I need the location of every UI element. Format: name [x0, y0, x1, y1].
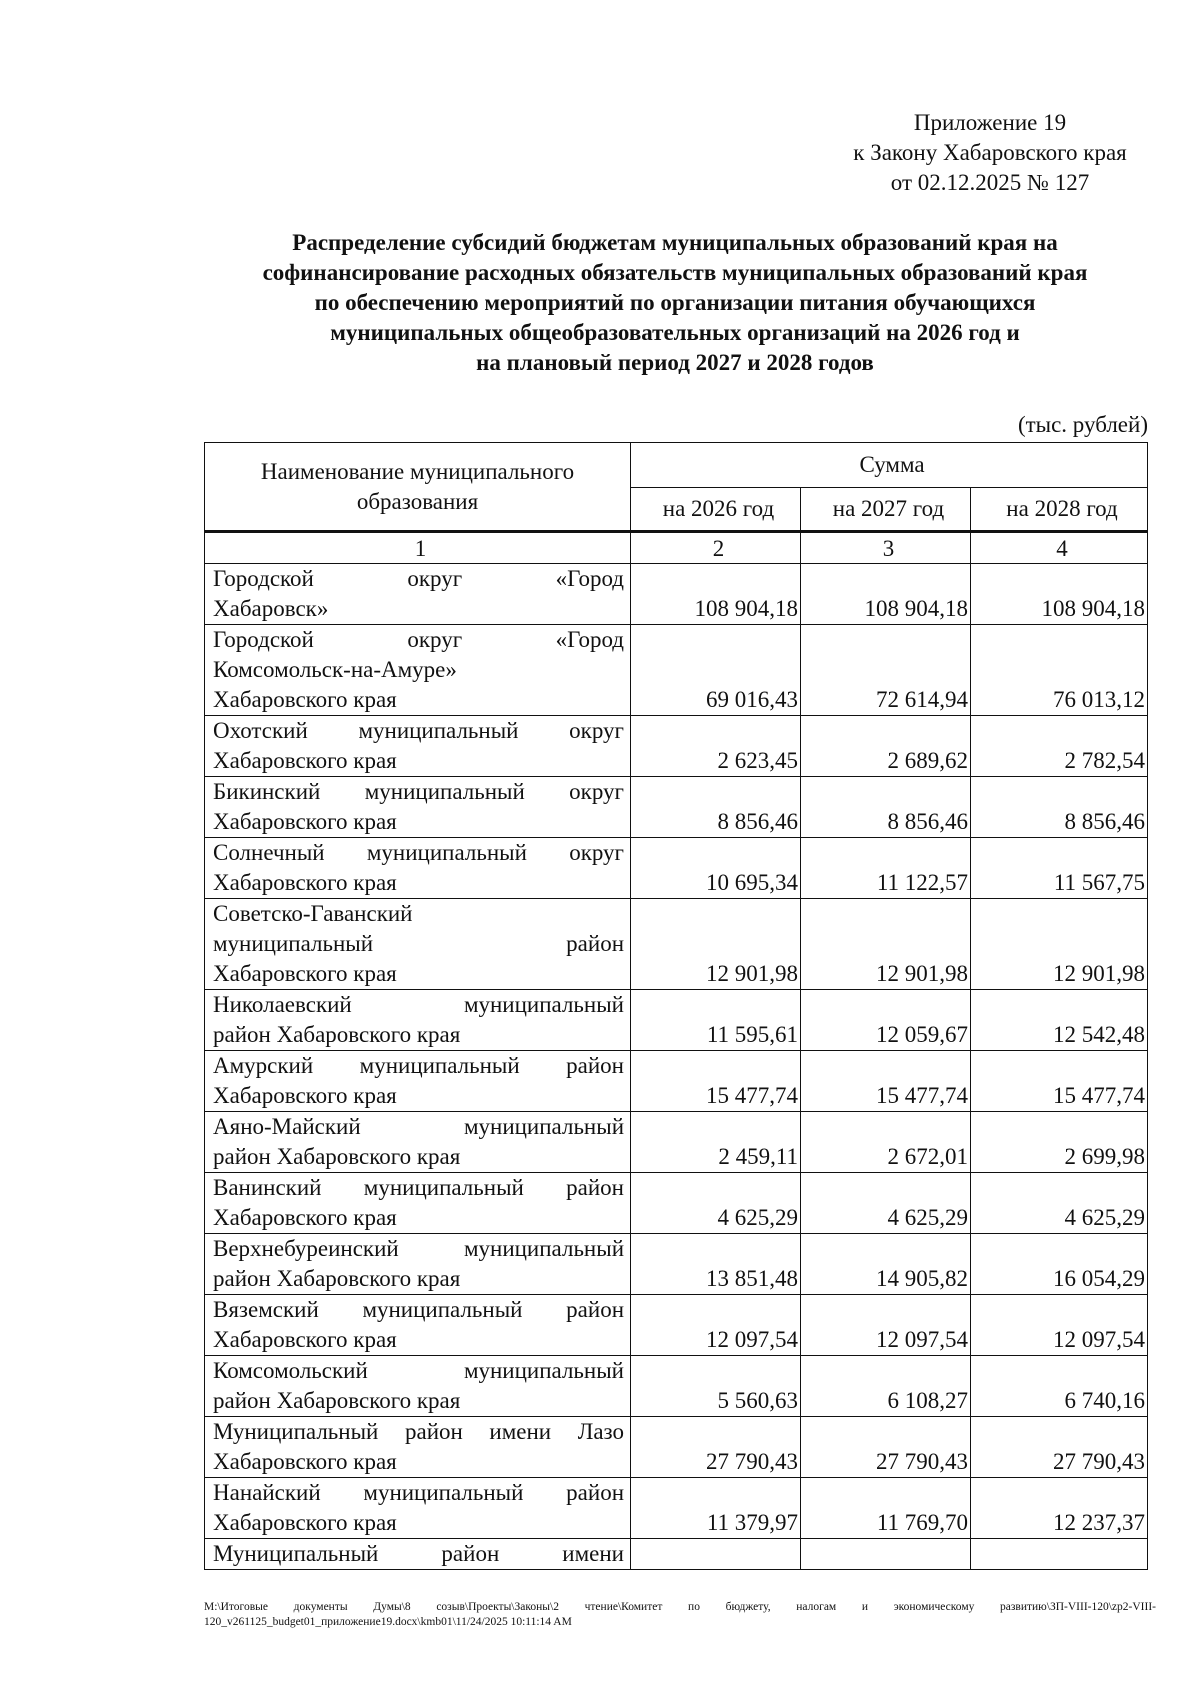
amount-2026: 27 790,43	[631, 1417, 801, 1478]
appendix-date: от 02.12.2025 № 127	[890, 170, 1090, 195]
amount-2026: 69 016,43	[631, 625, 801, 716]
municipality-name	[205, 1173, 631, 1234]
municipality-name-line: Городской округ «Город	[213, 627, 624, 652]
document-title	[190, 228, 1160, 378]
municipality-name-line: район Хабаровского края	[213, 1144, 461, 1169]
amount-2027: 14 905,82	[801, 1234, 971, 1295]
municipality-name	[205, 1112, 631, 1173]
municipality-name	[205, 716, 631, 777]
municipality-name-line: Хабаровск»	[213, 596, 329, 621]
amount-2028: 108 904,18	[971, 564, 1148, 625]
municipality-name-line: Хабаровского края	[213, 1449, 397, 1474]
column-number: 1	[205, 532, 631, 564]
amount-2027: 2 672,01	[801, 1112, 971, 1173]
amount-2026: 11 379,97	[631, 1478, 801, 1539]
amount-2028: 27 790,43	[971, 1417, 1148, 1478]
title-line: муниципальных общеобразовательных организаций на 2026 год и	[330, 320, 1020, 345]
municipality-name-line: Хабаровского края	[213, 1083, 397, 1108]
file-path-footer: М:\Итоговые документы Думы\8 созыв\Проекты\Законы\2 чтение\Комитет по бюджету, налогам и экономическому развитию\ЗП-VIII-120\zp2-VIII-120_v261125_budget01_приложение19.docx\kmb01\11/24/2025 10:11:14 AM	[204, 1601, 1156, 1628]
amount-2028: 2 699,98	[971, 1112, 1148, 1173]
municipality-name-line: район Хабаровского края	[213, 1388, 461, 1413]
amount-2026: 12 097,54	[631, 1295, 801, 1356]
amount-2026: 11 595,61	[631, 990, 801, 1051]
table-row	[205, 1051, 1148, 1112]
table-row	[205, 1234, 1148, 1295]
amount-2026: 12 901,98	[631, 899, 801, 990]
title-line: на плановый период 2027 и 2028 годов	[476, 350, 874, 375]
amount-2026: 13 851,48	[631, 1234, 801, 1295]
amount-2028: 4 625,29	[971, 1173, 1148, 1234]
amount-2028: 8 856,46	[971, 777, 1148, 838]
appendix-number: Приложение 19	[913, 110, 1067, 135]
municipality-name-line: Комсомольск-на-Амуре»	[213, 657, 457, 682]
amount-2027: 12 059,67	[801, 990, 971, 1051]
amount-2028: 12 237,37	[971, 1478, 1148, 1539]
municipality-name-line: Хабаровского края	[213, 961, 397, 986]
amount-2027: 4 625,29	[801, 1173, 971, 1234]
municipality-name	[205, 1417, 631, 1478]
amount-2027: 11 122,57	[801, 838, 971, 899]
amount-2027: 12 097,54	[801, 1295, 971, 1356]
title-line: софинансирование расходных обязательств муниципальных образований края	[262, 260, 1088, 285]
table-row	[205, 1356, 1148, 1417]
municipality-name-line: Хабаровского края	[213, 1205, 397, 1230]
table-row	[205, 1295, 1148, 1356]
municipality-name-line: Городской округ «Город	[213, 566, 624, 591]
amount-2027: 72 614,94	[801, 625, 971, 716]
appendix-header	[840, 108, 1140, 198]
amount-2028: 16 054,29	[971, 1234, 1148, 1295]
municipality-name	[205, 1478, 631, 1539]
amount-2027: 2 689,62	[801, 716, 971, 777]
municipality-name-line: Ванинский муниципальный район	[213, 1175, 624, 1200]
table-row	[205, 1417, 1148, 1478]
municipality-name	[205, 1295, 631, 1356]
municipality-name-line: Хабаровского края	[213, 870, 397, 895]
municipality-name	[205, 1356, 631, 1417]
amount-2028: 6 740,16	[971, 1356, 1148, 1417]
municipality-name	[205, 1539, 631, 1570]
header-name: Наименование муниципального образования	[205, 443, 631, 532]
municipality-name-line: Муниципальный район имени Лазо	[213, 1419, 624, 1444]
amount-2027: 27 790,43	[801, 1417, 971, 1478]
municipality-name-line: Хабаровского края	[213, 809, 397, 834]
municipality-name-line: Верхнебуреинский муниципальный	[213, 1236, 624, 1261]
table-row	[205, 1173, 1148, 1234]
municipality-name-line: Вяземский муниципальный район	[213, 1297, 624, 1322]
amount-2026: 10 695,34	[631, 838, 801, 899]
municipality-name	[205, 838, 631, 899]
municipality-name-line: Аяно-Майский муниципальный	[213, 1114, 624, 1139]
amount-2026	[631, 1539, 801, 1570]
column-number: 4	[971, 532, 1148, 564]
amount-2027	[801, 1539, 971, 1570]
municipality-name-line: Хабаровского края	[213, 1510, 397, 1535]
amount-2028: 12 901,98	[971, 899, 1148, 990]
column-number-row	[205, 532, 1148, 564]
amount-2028: 2 782,54	[971, 716, 1148, 777]
table-row	[205, 899, 1148, 990]
amount-2027: 8 856,46	[801, 777, 971, 838]
amount-2026: 15 477,74	[631, 1051, 801, 1112]
amount-2028: 12 542,48	[971, 990, 1148, 1051]
title-line: Распределение субсидий бюджетам муниципальных образований края на	[292, 230, 1058, 255]
municipality-name	[205, 564, 631, 625]
title-line: по обеспечению мероприятий по организации питания обучающихся	[314, 290, 1036, 315]
amount-2028: 11 567,75	[971, 838, 1148, 899]
units-label: (тыс. рублей)	[1017, 412, 1148, 437]
table-row	[205, 1539, 1148, 1570]
municipality-name-line: Муниципальный район имени	[213, 1541, 624, 1566]
municipality-name-line: Советско-Гаванский	[213, 901, 413, 926]
column-number: 2	[631, 532, 801, 564]
table-row	[205, 1478, 1148, 1539]
amount-2026: 4 625,29	[631, 1173, 801, 1234]
municipality-name-line: Амурский муниципальный район	[213, 1053, 624, 1078]
column-number: 3	[801, 532, 971, 564]
municipality-name	[205, 899, 631, 990]
table-row	[205, 1112, 1148, 1173]
municipality-name-line: муниципальный район	[213, 931, 624, 956]
amount-2027: 6 108,27	[801, 1356, 971, 1417]
table-row	[205, 838, 1148, 899]
amount-2026: 5 560,63	[631, 1356, 801, 1417]
amount-2027: 12 901,98	[801, 899, 971, 990]
municipality-name-line: Бикинский муниципальный округ	[213, 779, 624, 804]
table-row	[205, 777, 1148, 838]
amount-2027: 15 477,74	[801, 1051, 971, 1112]
amount-2026: 2 459,11	[631, 1112, 801, 1173]
amount-2026: 108 904,18	[631, 564, 801, 625]
municipality-name-line: район Хабаровского края	[213, 1022, 461, 1047]
municipality-name-line: район Хабаровского края	[213, 1266, 461, 1291]
appendix-law: к Закону Хабаровского края	[853, 140, 1127, 165]
table-row	[205, 716, 1148, 777]
municipality-name	[205, 1051, 631, 1112]
amount-2028: 76 013,12	[971, 625, 1148, 716]
header-year-2027: на 2027 год	[801, 488, 971, 532]
municipality-name	[205, 990, 631, 1051]
amount-2027: 108 904,18	[801, 564, 971, 625]
municipality-name-line: Комсомольский муниципальный	[213, 1358, 624, 1383]
table-row	[205, 625, 1148, 716]
header-sum: Сумма	[631, 443, 1148, 488]
municipality-name-line: Охотский муниципальный округ	[213, 718, 624, 743]
municipality-name	[205, 777, 631, 838]
table-row	[205, 564, 1148, 625]
amount-2028: 15 477,74	[971, 1051, 1148, 1112]
amount-2026: 2 623,45	[631, 716, 801, 777]
municipality-name	[205, 1234, 631, 1295]
municipality-name-line: Николаевский муниципальный	[213, 992, 624, 1017]
municipality-name-line: Хабаровского края	[213, 687, 397, 712]
header-year-2028: на 2028 год	[971, 488, 1148, 532]
header-year-2026: на 2026 год	[631, 488, 801, 532]
amount-2026: 8 856,46	[631, 777, 801, 838]
municipality-name-line: Нанайский муниципальный район	[213, 1480, 624, 1505]
municipality-name-line: Солнечный муниципальный округ	[213, 840, 624, 865]
municipality-name	[205, 625, 631, 716]
subsidy-table	[204, 442, 1148, 1570]
table-row	[205, 990, 1148, 1051]
amount-2027: 11 769,70	[801, 1478, 971, 1539]
municipality-name-line: Хабаровского края	[213, 748, 397, 773]
municipality-name-line: Хабаровского края	[213, 1327, 397, 1352]
amount-2028	[971, 1539, 1148, 1570]
amount-2028: 12 097,54	[971, 1295, 1148, 1356]
